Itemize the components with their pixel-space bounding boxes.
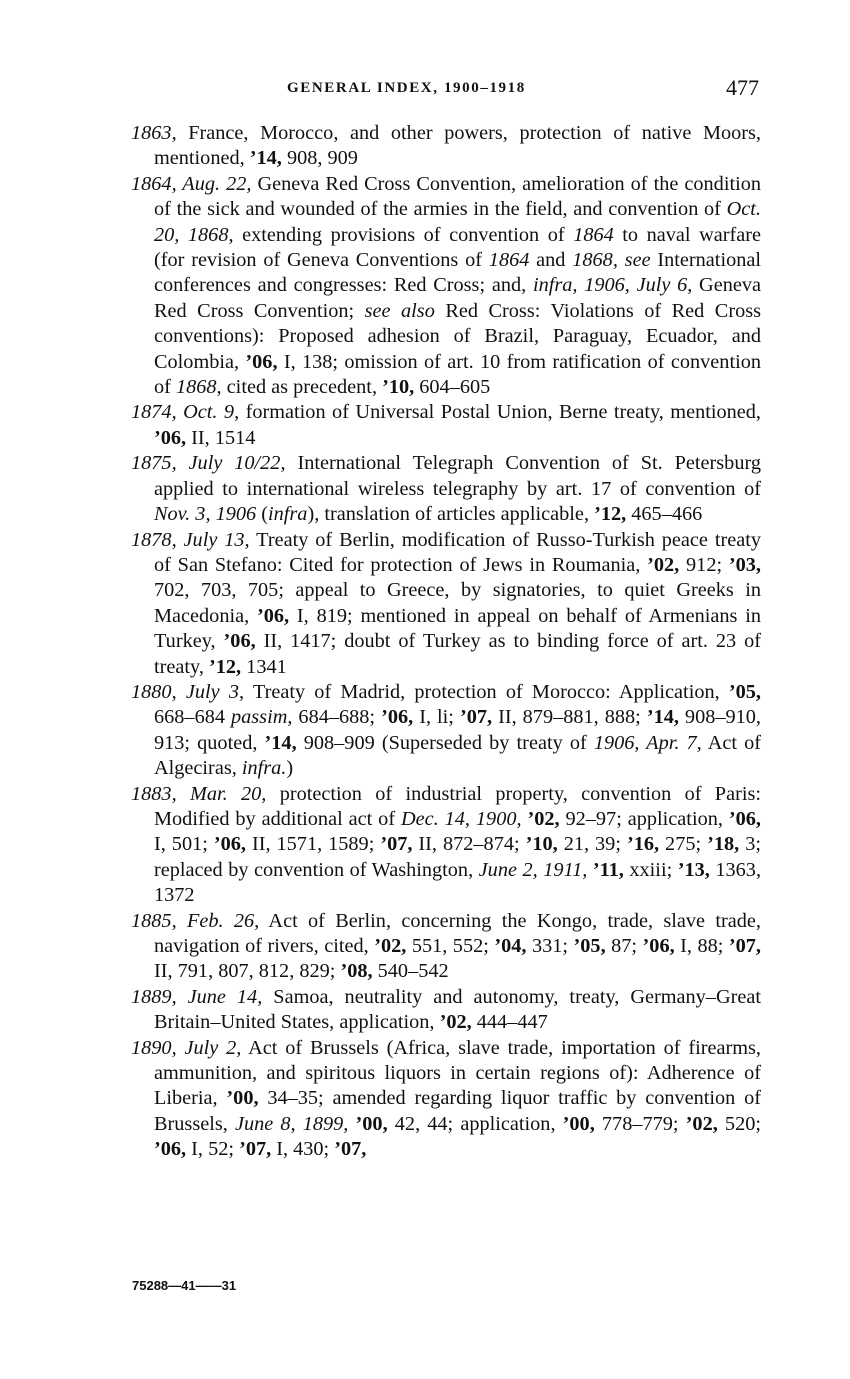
year-ref: ’07,: [459, 706, 493, 729]
italic-run: 1863,: [131, 122, 177, 144]
year-ref: ’07,: [380, 833, 413, 856]
italic-run: 1868, see: [572, 249, 651, 272]
italic-run: 1868,: [175, 376, 222, 399]
index-entry-1878: [131, 528, 761, 680]
text-run: 465–466: [626, 503, 703, 526]
year-ref: ’06,: [154, 426, 187, 449]
text-run: International conferences and congresses: Red Cross; and,: [154, 249, 761, 297]
year-ref: ’12,: [209, 655, 242, 678]
page-number: 477: [726, 75, 759, 100]
text-run: 87;: [605, 935, 643, 957]
italic-run: 1906, Apr. 7,: [593, 731, 702, 754]
year-ref: ’16,: [626, 833, 660, 856]
running-title: GENERAL INDEX, 1900–1918: [287, 80, 526, 96]
text-run: 540–542: [372, 960, 449, 983]
text-run: Samoa, neutrality and autonomy, treaty, Germany–Great Britain–United States, application,: [154, 985, 761, 1034]
year-ref: ’02,: [374, 935, 407, 957]
italic-run: 1885, Feb. 26,: [131, 909, 260, 932]
italic-run: passim,: [231, 706, 293, 729]
year-ref: ’06,: [223, 630, 256, 653]
text-run: II, 1514: [186, 426, 256, 449]
italic-run: 1874, Oct. 9,: [131, 401, 240, 424]
italic-run: infra.: [241, 757, 287, 780]
year-ref: ’07,: [334, 1138, 367, 1161]
italic-run: 1878, July 13,: [131, 528, 250, 551]
text-run: 444–447: [471, 1011, 548, 1034]
text-run: I, li;: [413, 706, 460, 729]
text-run: I, 88;: [674, 935, 729, 957]
text-run: France, Morocco, and other powers, protection of native Moors, mentioned,: [154, 122, 761, 170]
index-entry-1885: [131, 909, 761, 985]
year-ref: ’00,: [226, 1087, 259, 1110]
text-run: I, 138; omission of art. 10 from ratification of convention of: [154, 350, 761, 399]
year-ref: ’10,: [382, 376, 415, 399]
text-run: 778–779;: [594, 1112, 686, 1135]
index-entry-1863: [131, 121, 761, 172]
year-ref: ’05,: [573, 935, 606, 957]
text-run: I, 501;: [154, 833, 214, 856]
year-ref: ’06,: [257, 604, 290, 627]
text-run: 275;: [659, 833, 708, 856]
year-ref: ’06,: [154, 1138, 187, 1161]
text-run: Act of Algeciras,: [154, 731, 761, 780]
year-ref: ’00,: [355, 1112, 388, 1135]
year-ref: ’08,: [340, 960, 373, 983]
text-run: Geneva Red Cross Convention, amelioration of the condition of the sick and wounded of the armies in the field, and convention of: [154, 172, 761, 221]
year-ref: ’03,: [728, 553, 761, 576]
text-run: cited as precedent,: [221, 376, 383, 399]
running-header: [0, 77, 850, 101]
text-run: 551, 552;: [406, 935, 495, 957]
index-entry-1875: [131, 451, 761, 527]
text-run: 3; replaced by convention of Washington,: [154, 833, 761, 881]
year-ref: ’06,: [642, 935, 675, 957]
year-ref: ’12,: [594, 503, 627, 526]
text-run: II, 1417; doubt of Turkey as to binding force of art. 23 of treaty,: [154, 630, 761, 678]
year-ref: ’02,: [647, 553, 680, 576]
text-run: I, 430;: [271, 1138, 335, 1161]
text-run: [348, 1113, 355, 1135]
text-run: to naval warfare (for revision of Geneva Conventions of: [154, 223, 761, 272]
italic-run: 1889, June 14,: [131, 985, 263, 1008]
text-run: protection of industrial property, convention of Paris: Modified by additional act of: [154, 782, 762, 830]
index-entry-1883: [131, 782, 761, 909]
italic-run: 1890, July 2,: [131, 1036, 242, 1059]
italic-run: Nov. 3, 1906: [154, 503, 257, 526]
text-run: II, 1571, 1589;: [245, 833, 381, 856]
text-run: Red Cross: Violations of Red Cross conventions): Proposed adhesion of Brazil, Paraguay, Ecuador, and Colombia,: [154, 299, 761, 373]
italic-run: Oct. 20, 1868,: [154, 198, 761, 246]
text-run: 668–684: [154, 706, 231, 729]
text-run: Act of Berlin, concerning the Kongo, trade, slave trade, navigation of rivers, cited,: [154, 909, 761, 957]
text-run: ): [286, 757, 294, 780]
text-run: Act of Brussels (Africa, slave trade, importation of firearms, ammunition, and spiritous liquors in certain regions of): Adherence of Liberia,: [154, 1036, 762, 1110]
index-entry-1864: [131, 172, 761, 401]
text-run: 1363, 1372: [154, 858, 762, 907]
italic-run: 1864: [573, 223, 614, 246]
text-run: Geneva Red Cross Convention;: [154, 274, 761, 322]
italic-run: Dec. 14, 1900,: [401, 807, 522, 830]
year-ref: ’00,: [562, 1112, 595, 1135]
year-ref: ’07,: [239, 1138, 272, 1161]
year-ref: ’05,: [728, 680, 761, 703]
text-run: I, 819; mentioned in appeal on behalf of Armenians in Turkey,: [154, 604, 761, 653]
year-ref: ’02,: [527, 807, 560, 830]
text-run: 702, 703, 705; appeal to Greece, by signatories, to quiet Greeks in Macedonia,: [154, 579, 761, 627]
text-run: xxiii;: [623, 858, 678, 881]
year-ref: ’14,: [646, 706, 679, 729]
index-entry-1880: [131, 680, 761, 782]
text-run: 908–910, 913; quoted,: [154, 706, 761, 754]
text-run: 92–97; application,: [559, 807, 729, 830]
text-run: ), translation of articles applicable,: [307, 503, 595, 526]
text-run: 34–35; amended regarding liquor traffic by convention of Brussels,: [154, 1087, 761, 1135]
printer-code: 75288—41——31: [132, 1278, 237, 1293]
year-ref: ’14,: [264, 731, 297, 754]
year-ref: ’11,: [592, 858, 624, 881]
text-run: 684–688;: [292, 706, 382, 729]
year-ref: ’18,: [707, 833, 740, 856]
italic-run: 1864, Aug. 22,: [131, 172, 252, 195]
year-ref: ’06,: [381, 706, 414, 729]
text-run: formation of Universal Postal Union, Berne treaty, mentioned,: [239, 401, 761, 424]
text-run: Treaty of Berlin, modification of Russo-Turkish peace treaty of San Stefano: Cited for protection of Jews in Roumania,: [154, 528, 762, 576]
text-run: II, 872–874;: [412, 833, 526, 856]
text-run: 604–605: [414, 376, 491, 399]
text-run: (: [256, 503, 268, 526]
italic-run: 1880, July 3,: [131, 680, 245, 703]
text-run: II, 879–881, 888;: [492, 706, 647, 729]
index-entry-1890: [131, 1036, 761, 1163]
text-run: II, 791, 807, 812, 829;: [154, 960, 341, 983]
year-ref: ’06,: [728, 807, 761, 830]
italic-run: June 8, 1899,: [234, 1112, 349, 1135]
italic-run: infra: [267, 503, 308, 526]
text-run: 331;: [526, 935, 574, 957]
italic-run: June 2, 1911,: [478, 858, 588, 881]
text-run: and: [529, 249, 573, 272]
text-run: 912;: [679, 553, 729, 576]
italic-run: 1883, Mar. 20,: [131, 782, 267, 805]
text-run: Treaty of Madrid, protection of Morocco: Application,: [244, 680, 729, 703]
text-run: extending provisions of convention of: [233, 223, 574, 246]
text-run: 42, 44; application,: [387, 1112, 563, 1135]
year-ref: ’10,: [525, 833, 558, 856]
text-run: 908–909 (Superseded by treaty of: [296, 731, 594, 754]
text-run: International Telegraph Convention of St. Petersburg applied to international wireless telegraphy by art. 17 of convention of: [154, 452, 761, 500]
italic-run: see also: [364, 299, 435, 322]
year-ref: ’06,: [245, 350, 278, 373]
italic-run: infra, 1906, July 6,: [532, 274, 693, 297]
text-run: I, 52;: [186, 1138, 240, 1161]
text-run: 908, 909: [281, 147, 358, 170]
year-ref: ’02,: [685, 1112, 718, 1135]
year-ref: ’06,: [213, 833, 246, 856]
italic-run: 1875, July 10/22,: [131, 452, 286, 475]
index-entry-1874: [131, 400, 761, 451]
text-run: 520;: [717, 1112, 761, 1135]
index-entry-1889: [131, 985, 761, 1036]
year-ref: ’02,: [439, 1011, 472, 1034]
italic-run: 1864: [488, 249, 530, 272]
year-ref: ’07,: [728, 935, 761, 957]
year-ref: ’14,: [249, 147, 282, 170]
text-run: 21, 39;: [557, 833, 627, 856]
index-entries: [131, 121, 761, 1163]
year-ref: ’13,: [677, 858, 710, 881]
text-run: 1341: [241, 655, 287, 678]
year-ref: ’04,: [494, 935, 527, 957]
